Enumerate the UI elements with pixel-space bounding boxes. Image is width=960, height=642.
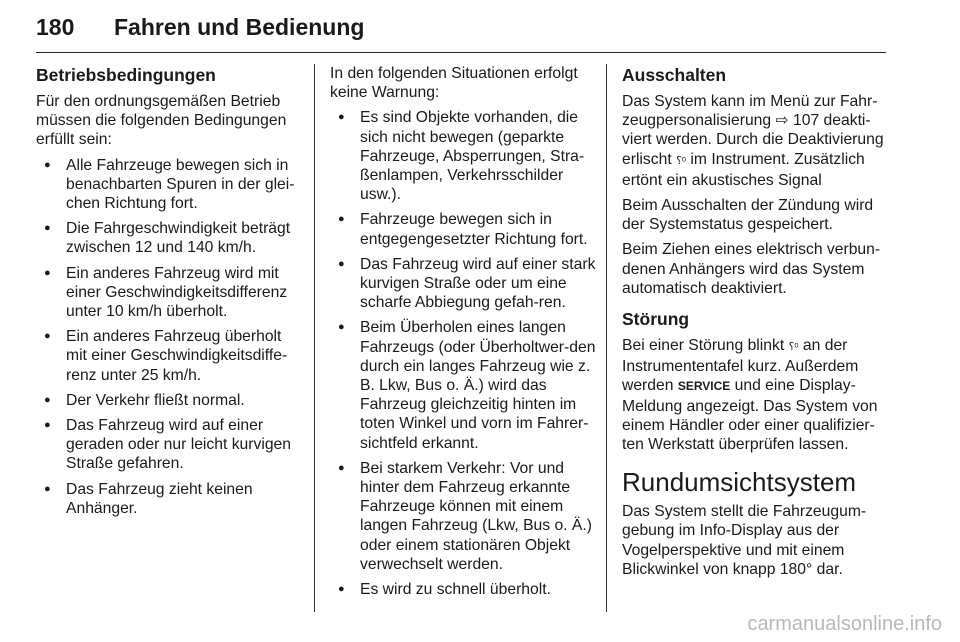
- section-heading-rundumsichtsystem: Rundumsichtsystem: [622, 467, 857, 498]
- column-divider: [606, 64, 607, 612]
- section-heading-betriebsbedingungen: Betriebsbedingungen: [36, 65, 216, 85]
- paragraph: [622, 336, 892, 454]
- bullet-list: [36, 156, 304, 518]
- list-item: ● Ein anderes Fahrzeug wird mit einer Geschwindigkeitsdifferenz unter 10 km/h überholt.: [36, 264, 304, 322]
- list-item: ● Das Fahrzeug wird auf einer geraden oder nur leicht kurvigen Straße gefahren.: [36, 416, 304, 474]
- watermark: carmanualsonline.info: [747, 613, 942, 635]
- list-item: ● Alle Fahrzeuge bewegen sich in benachbarten Spuren in der glei-chen Richtung fort.: [36, 156, 304, 214]
- text-span: 107 deakti-viert werden. Durch die Deaktivierung erlischt: [622, 112, 884, 168]
- list-item: ● Beim Überholen eines langen Fahrzeugs (oder Überholtwer-den durch ein langes Fahrzeug wie z. B. Lkw, Bus o. Ä.) wird das Fahrzeug gleichzeitig hinten im toten Winkel und vorn im Fahrer-sichtfeld erkannt.: [330, 318, 598, 452]
- side-blind-zone-warning-icon: ⸮ᵒ: [788, 341, 799, 354]
- column-divider: [314, 64, 315, 612]
- paragraph: [622, 92, 892, 190]
- list-item: ● Fahrzeuge bewegen sich in entgegengesetzter Richtung fort.: [330, 210, 598, 248]
- list-item: ● Es sind Objekte vorhanden, die sich nicht bewegen (geparkte Fahrzeuge, Absperrungen, Stra-ßenlampen, Verkehrsschilder usw.).: [330, 108, 598, 204]
- list-item: ● Es wird zu schnell überholt.: [330, 580, 598, 599]
- list-item: ● Das Fahrzeug wird auf einer stark kurvigen Straße oder um eine scharfe Abbiegung gefah-ren.: [330, 255, 598, 313]
- list-item: ● Bei starkem Verkehr: Vor und hinter dem Fahrzeug erkannte Fahrzeuge können mit einem langen Fahrzeug (Lkw, Bus o. Ä.) oder einem stationären Objekt verwechselt werden.: [330, 459, 598, 574]
- list-item: ● Ein anderes Fahrzeug überholt mit einer Geschwindigkeitsdiffe-renz unter 25 km/h.: [36, 327, 304, 385]
- column-left: [36, 64, 304, 524]
- column-right: [622, 64, 892, 585]
- list-item: ● Das Fahrzeug zieht keinen Anhänger.: [36, 480, 304, 518]
- service-indicator-label: SERVICE: [677, 379, 731, 394]
- list-item: ● Der Verkehr fließt normal.: [36, 391, 304, 410]
- page-number: 180: [36, 14, 75, 40]
- text-span: Bei einer Störung blinkt: [622, 337, 785, 355]
- text-span: an der Instrumententafel kurz. Außerdem werden: [622, 337, 859, 395]
- page-reference-arrow-icon: ⇨: [775, 112, 789, 130]
- page-header: [36, 6, 886, 53]
- bullet-list: [330, 108, 598, 599]
- text-span: und eine Display-Meldung angezeigt. Das System von einem Händler oder einer qualifizier-ten Werkstatt überprüfen lassen.: [622, 377, 878, 454]
- paragraph: Beim Ziehen eines elektrisch verbun-denen Anhängers wird das System automatisch deaktiviert.: [622, 241, 881, 297]
- text-span: Das System kann im Menü zur Fahr-zeugpersonalisierung: [622, 93, 878, 130]
- column-middle: [330, 64, 598, 605]
- paragraph: Beim Ausschalten der Zündung wird der Systemstatus gespeichert.: [622, 197, 874, 234]
- text-span: im Instrument. Zusätzlich ertönt ein akustisches Signal: [622, 150, 865, 189]
- running-title: Fahren und Bedienung: [114, 14, 365, 40]
- paragraph: Das System stellt die Fahrzeugum-gebung im Info-Display aus der Vogelperspektive und mit einem Blickwinkel von knapp 180° dar.: [622, 503, 867, 578]
- section-heading-ausschalten: Ausschalten: [622, 65, 727, 85]
- paragraph: Für den ordnungsgemäßen Betrieb müssen die folgenden Bedingungen erfüllt sein:: [36, 93, 287, 149]
- side-blind-zone-warning-icon: ⸮ᵒ: [676, 154, 687, 167]
- section-heading-stoerung: Störung: [622, 309, 690, 330]
- list-item: ● Die Fahrgeschwindigkeit beträgt zwischen 12 und 140 km/h.: [36, 219, 304, 257]
- paragraph: In den folgenden Situationen erfolgt keine Warnung:: [330, 65, 578, 102]
